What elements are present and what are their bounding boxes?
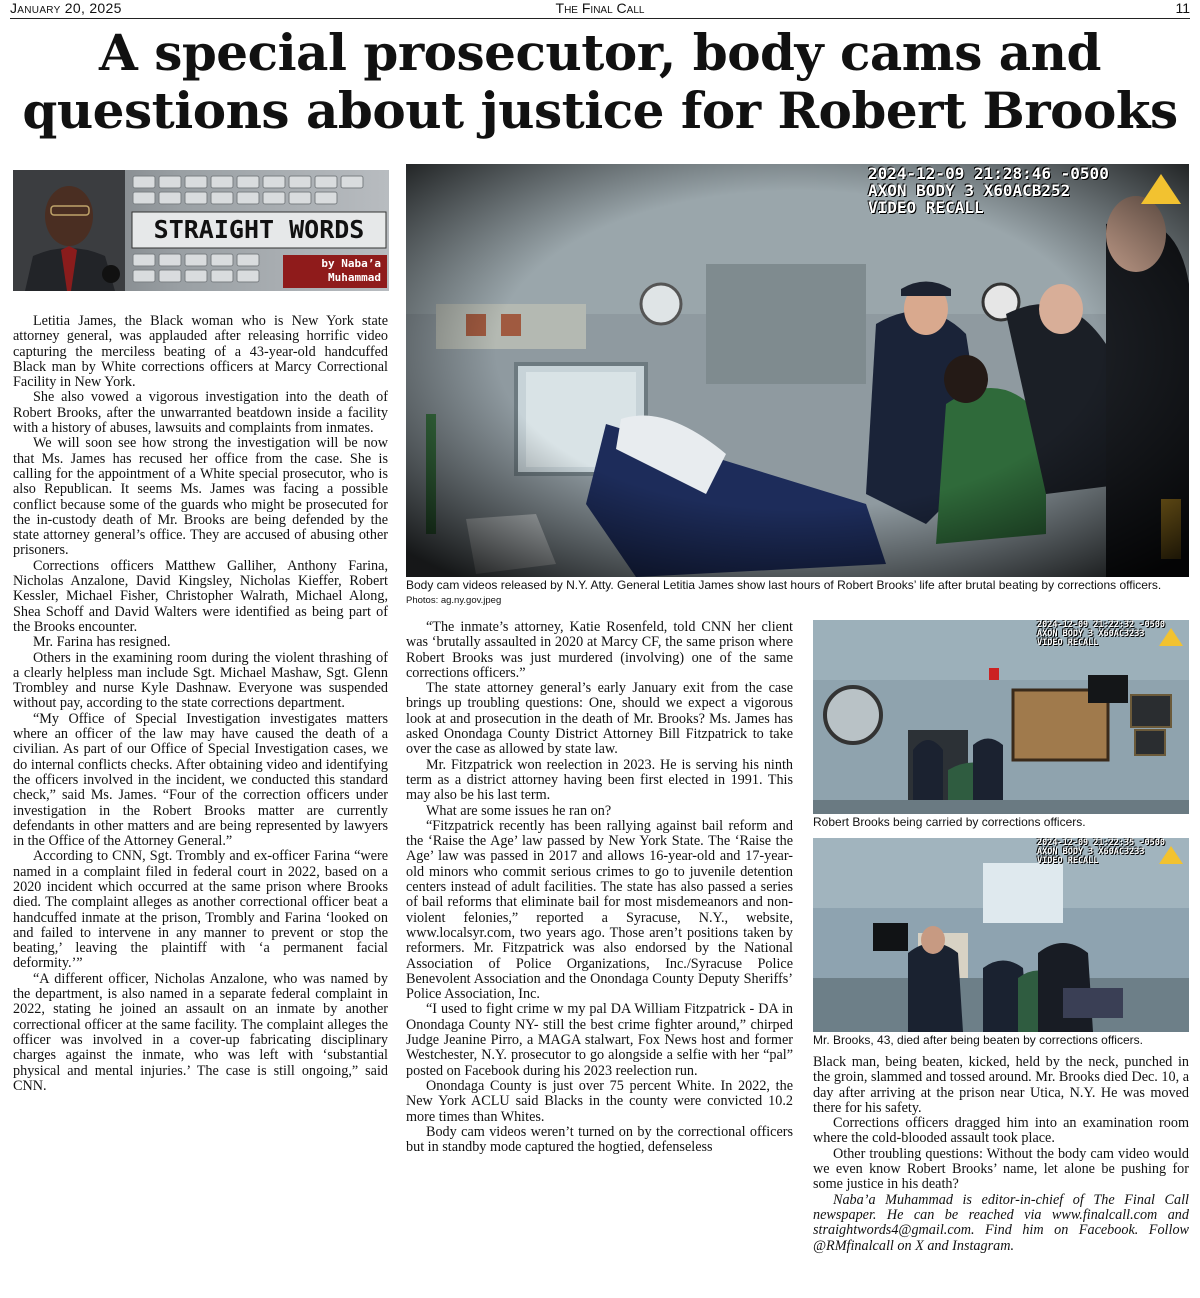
- paragraph: Mr. Fitzpatrick won reelection in 2023. He is serving his ninth term as a district attorney having been first elected in 1991. This may also be his last term.: [406, 756, 793, 804]
- photo2-cam-id: AXON BODY 3 X60AC3233: [1037, 629, 1145, 639]
- article-column-1: [13, 314, 388, 1094]
- paragraph: She also vowed a vigorous investigation into the death of Robert Brooks, after the unwarranted beatdown inside a facility with a history of abuses, lawsuits and complaints from inmates.: [13, 389, 388, 437]
- main-cam-mode: VIDEO RECALL: [868, 198, 984, 217]
- author-signature: Naba’a Muhammad is editor-in-chief of The Final Call newspaper. He can be reached via www.finalcall.com and straightwords4@gmail.com. Find him on Facebook. Follow @RMfinalcall on X and Instagram.: [813, 1191, 1189, 1254]
- photo2-cam-mode: VIDEO RECALL: [1037, 638, 1099, 648]
- photo-credit: Photos: ag.ny.gov.jpeg: [406, 595, 502, 606]
- paragraph: Onondaga County is just over 75 percent White. In 2022, the New York ACLU said Blacks in the county were convicted 10.2 more times than Whites.: [406, 1077, 793, 1125]
- paragraph: “I used to fight crime w my pal DA William Fitzpatrick - DA in Onondaga County NY- still the best crime fighter around,” chirped Judge Jeanine Pirro, a MAGA stalwart, Fox News host and former Westchester, N.Y. prosecutor to go alongside a selfie with her “pal” posted on Facebook during his 2023 reelection run.: [406, 1001, 793, 1079]
- paragraph: Body cam videos weren’t turned on by the correctional officers but in standby mode captured the hogtied, defenseless: [406, 1123, 793, 1156]
- paragraph: Others in the examining room during the violent thrashing of a clearly helpless man include Sgt. Michael Mashaw, Sgt. Glenn Trombley and nurse Kyle Dashnaw. Everyone was suspended without pay, according to the state corrections department.: [13, 649, 388, 712]
- photo2-caption: Robert Brooks being carried by corrections officers.: [813, 815, 1086, 829]
- main-cam-timestamp: 2024-12-09 21:28:46 -0500: [868, 164, 1109, 183]
- paragraph: Mr. Farina has resigned.: [33, 634, 171, 651]
- bodycam-photo-beaten: [813, 838, 1189, 1032]
- photo2-cam-timestamp: 2024-12-09 21:22:32 -0500: [1037, 620, 1165, 630]
- paragraph: “My Office of Special Investigation investigates matters where an officer of the law may have caused the death of a civilian. As part of our Office of Special Investigation cases, we do internal conflicts checks. After obtaining video and identifying the officers involved in the incident, we conducted this standard check,” said Ms. James. “Four of the correction officers under investigation in the Robert Brooks matter are currently defendants in other matters and are being represented by lawyers in the Office of the Attorney General.”: [13, 710, 388, 850]
- paragraph: The state attorney general’s early January exit from the case brings up troubling questions: One, should we expect a vigorous look at and prosecution in the death of Mr. Brooks? Ms. James has asked Onondaga County District Attorney Bill Fitzpatrick to take over the case as allowed by state law.: [406, 680, 793, 758]
- page-header: [10, 0, 1190, 19]
- bodycam-photo-carried: [813, 620, 1189, 814]
- photo3-cam-timestamp: 2024-12-09 21:22:35 -0500: [1037, 838, 1165, 848]
- photo3-cam-id: AXON BODY 3 X60AC3233: [1037, 847, 1145, 857]
- paragraph: We will soon see how strong the investigation will be now that Ms. James has recused her office from the case. She is calling for the appointment of a White special prosecutor, who is also Republican. It seems Ms. James was facing a possible conflict because some of the guards who might be prosecuted for the in-custody death of Mr. Brooks are being defended by the state attorney general’s office. They are accused of abusing other prisoners.: [13, 435, 388, 559]
- main-caption-text: Body cam videos released by N.Y. Atty. General Letitia James show last hours of Robert Brooks’ life after brutal beating by corrections officers.: [406, 578, 1162, 592]
- photo3-cam-mode: VIDEO RECALL: [1037, 856, 1099, 866]
- article-column-3: [813, 1055, 1189, 1254]
- headline-line-1: A special prosecutor, body cams and: [99, 23, 1101, 82]
- byline-line-1: by Naba’a: [321, 257, 381, 270]
- paragraph: Corrections officers dragged him into an examination room where the cold-blooded assault took place.: [813, 1115, 1189, 1147]
- publication-name: The Final Call: [555, 0, 645, 16]
- paragraph: Corrections officers Matthew Galliher, Anthony Farina, Nicholas Anzalone, David Kingsley, Nicholas Kieffer, Robert Kessler, Michael Fisher, Christopher Walrath, Michael Along, Shea Schoff and David Walters were identified as being part of the Brooks encounter.: [13, 557, 388, 635]
- paragraph: What are some issues he ran on?: [426, 802, 612, 819]
- article-column-2: [406, 620, 793, 1155]
- main-bodycam-photo: [406, 164, 1189, 577]
- issue-date: January 20, 2025: [10, 0, 122, 16]
- paragraph: “The inmate’s attorney, Katie Rosenfeld, told CNN her client was ‘brutally assaulted in 2020 at Marcy CF, the same prison where Robert Brooks was just murdered (involving) one of the same corrections officers.”: [406, 619, 793, 681]
- headline-line-2: questions about justice for Robert Brooks: [22, 81, 1178, 140]
- column-byline: [283, 257, 387, 285]
- main-photo-caption: [406, 578, 1189, 608]
- page-number: 11: [1175, 0, 1190, 16]
- paragraph: According to CNN, Sgt. Trombly and ex-officer Farina “were named in a complaint filed in federal court in 2022, based on a 2020 incident which occurred at the same prison where Brooks died. The complaint alleges as another correctional officer beat a handcuffed inmate at the prison, Trombly and Farina ‘looked on and failed to intervene in any manner to prevent or stop the beating,’ leaving the plaintiff with ‘a permanent facial deformity.’”: [13, 848, 388, 972]
- bodycam-image-carried: [813, 620, 1189, 814]
- paragraph: “Fitzpatrick recently has been rallying against bail reform and the ‘Raise the Age’ law passed by New York State. The ‘Raise the Age’ law was passed in 2017 and allows 16-year-old and 17-year-old minors who commit serious crimes to go to juvenile detention centers instead of adult facilities. The state has also passed a series of bail reforms that eliminate bail for most misdemeanors and non-violent felonies,” reported a Syracuse, N.Y., website, www.localsyr.com, two years ago. Those aren’t positions taken by reformers. Mr. Fitzpatrick was also endorsed by the National Association of Police Organizations, Inc./Syracuse Police Benevolent Association and the Onondaga County Deputy Sheriffs’ Police Association, Inc.: [406, 817, 793, 1003]
- paragraph: Other troubling questions: Without the body cam video would we even know Robert Brooks’ name, let alone be pushing for some justice in his death?: [813, 1145, 1189, 1193]
- column-title: STRAIGHT WORDS: [153, 215, 365, 244]
- column-banner: [13, 170, 389, 291]
- photo3-caption: Mr. Brooks, 43, died after being beaten by corrections officers.: [813, 1033, 1143, 1047]
- bodycam-image-beaten: [813, 838, 1189, 1032]
- paragraph: Letitia James, the Black woman who is New York state attorney general, was applauded after releasing horrific video capturing the merciless beating of a 43-year-old handcuffed Black man by White corrections officers at Marcy Correctional Facility in New York.: [13, 313, 388, 391]
- main-cam-id: AXON BODY 3 X60ACB252: [868, 181, 1071, 200]
- paragraph: “A different officer, Nicholas Anzalone, who was named by the department, is also named in a separate federal complaint in 2022, stating he joined an assault on an inmate by another correctional officer at the same facility. The complaint alleges the officer was involved in a cover-up fabricating disciplinary charges against the inmate, who was left with ‘substantial physical and mental injuries.’ The case is still ongoing,” said CNN.: [13, 970, 388, 1094]
- main-bodycam-image: [406, 164, 1189, 577]
- byline-line-2: Muhammad: [328, 271, 381, 284]
- paragraph: Black man, being beaten, kicked, held by the neck, punched in the groin, slammed and tossed around. Mr. Brooks died Dec. 10, a day after arriving at the prison near Utica, N.Y. He was moved there for his safety.: [813, 1054, 1189, 1116]
- headline: [0, 24, 1200, 140]
